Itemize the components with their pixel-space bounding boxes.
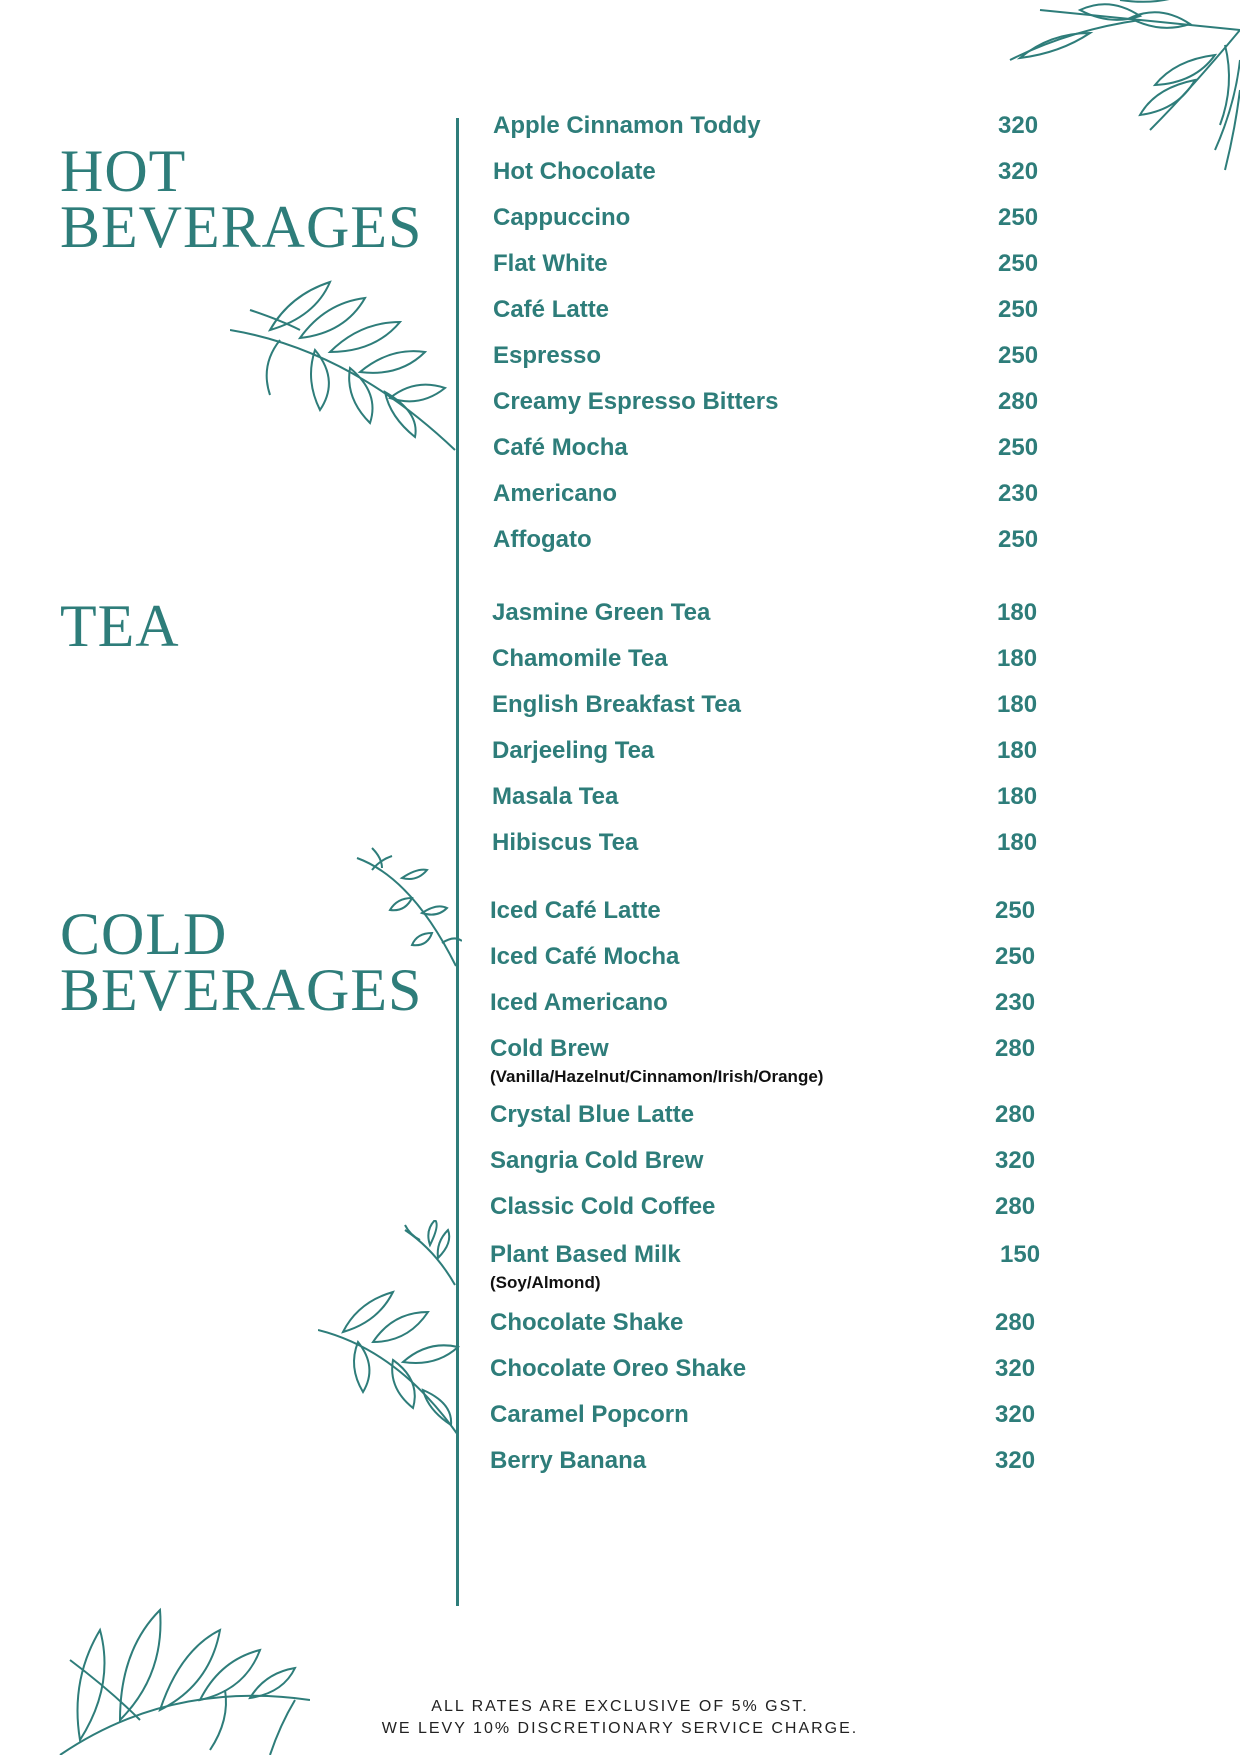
menu-item <box>493 250 1053 296</box>
menu-item-price: 150 <box>1000 1241 1041 1268</box>
menu-item <box>492 599 1052 645</box>
menu-item <box>490 897 1050 943</box>
menu-item <box>493 296 1053 342</box>
menu-item-name: Berry Banana <box>490 1447 647 1474</box>
menu-item-price: 180 <box>997 783 1038 810</box>
menu-item <box>493 388 1053 434</box>
leaf-branch-icon <box>50 1600 310 1755</box>
menu-item-price: 280 <box>995 1101 1036 1128</box>
menu-item-name: Apple Cinnamon Toddy <box>493 112 761 139</box>
menu-item-name: Iced Americano <box>490 989 668 1016</box>
section-title-line: HOT <box>60 138 187 204</box>
menu-item <box>493 342 1053 388</box>
menu-item <box>493 204 1053 250</box>
menu-item-price: 230 <box>998 480 1039 507</box>
menu-item-price: 250 <box>998 250 1039 277</box>
menu-item-name: Café Latte <box>493 296 610 323</box>
menu-item-price: 280 <box>995 1193 1036 1220</box>
menu-item <box>493 526 1053 572</box>
menu-item-name: Masala Tea <box>492 783 619 810</box>
menu-item-name: Caramel Popcorn <box>490 1401 689 1428</box>
menu-item-price: 320 <box>995 1147 1036 1174</box>
menu-item-price: 230 <box>995 989 1036 1016</box>
menu-item-price: 180 <box>997 599 1038 626</box>
menu-item-price: 280 <box>998 388 1039 415</box>
menu-item-price: 250 <box>998 204 1039 231</box>
menu-item-price: 250 <box>998 434 1039 461</box>
menu-item-price: 250 <box>995 943 1036 970</box>
section-title-cold-beverages <box>60 901 423 1023</box>
menu-item <box>493 480 1053 526</box>
leaf-branch-icon <box>318 1290 463 1440</box>
menu-item-name: Crystal Blue Latte <box>490 1101 695 1128</box>
menu-item <box>490 1355 1050 1401</box>
section-title-line: COLD <box>60 901 228 967</box>
menu-item-price: 320 <box>995 1401 1036 1428</box>
menu-item-price: 320 <box>998 112 1039 139</box>
section-title-line: TEA <box>60 593 180 659</box>
menu-item-price: 280 <box>995 1309 1036 1336</box>
menu-item <box>490 1401 1050 1447</box>
vertical-divider <box>456 118 459 1606</box>
footer-note <box>320 1696 920 1740</box>
menu-item-name: Cappuccino <box>493 204 631 231</box>
menu-item-name: English Breakfast Tea <box>492 691 741 718</box>
menu-item <box>490 1447 1050 1493</box>
section-title-line: BEVERAGES <box>60 957 423 1023</box>
menu-item-price: 250 <box>998 342 1039 369</box>
menu-item-price: 180 <box>997 645 1038 672</box>
menu-item-price: 280 <box>995 1035 1036 1062</box>
menu-item <box>493 112 1053 158</box>
menu-item-name: Chocolate Shake <box>490 1309 684 1336</box>
menu-item-price: 320 <box>998 158 1039 185</box>
menu-item <box>493 158 1053 204</box>
menu-item-price: 180 <box>997 829 1038 856</box>
menu-item <box>492 783 1052 829</box>
menu-item <box>490 1147 1050 1193</box>
menu-item-name: Flat White <box>493 250 608 277</box>
menu-item <box>492 645 1052 691</box>
menu-item-name: Hot Chocolate <box>493 158 656 185</box>
menu-item-name: Americano <box>493 480 618 507</box>
menu-item <box>492 737 1052 783</box>
menu-item <box>490 989 1050 1035</box>
menu-item-name: Darjeeling Tea <box>492 737 655 764</box>
menu-item-name: Creamy Espresso Bitters <box>493 388 779 415</box>
menu-item-options: (Soy/Almond) <box>490 1273 601 1292</box>
menu-item-options: (Vanilla/Hazelnut/Cinnamon/Irish/Orange) <box>490 1067 824 1086</box>
leaf-branch-icon <box>230 280 460 455</box>
menu-item-name: Chamomile Tea <box>492 645 668 672</box>
menu-item-name: Iced Café Latte <box>490 897 661 924</box>
menu-item-name: Affogato <box>493 526 592 553</box>
section-title-tea <box>60 593 180 659</box>
footer-line: ALL RATES ARE EXCLUSIVE OF 5% GST. <box>431 1698 809 1715</box>
menu-item-price: 250 <box>995 897 1036 924</box>
menu-item-name: Espresso <box>493 342 602 369</box>
section-title-hot-beverages <box>60 138 423 260</box>
menu-item-name: Iced Café Mocha <box>490 943 680 970</box>
menu-item <box>492 829 1052 875</box>
menu-item <box>492 691 1052 737</box>
menu-item-price: 320 <box>995 1355 1036 1382</box>
menu-item-name: Hibiscus Tea <box>492 829 639 856</box>
menu-item <box>490 1035 1050 1105</box>
menu-item-price: 180 <box>997 737 1038 764</box>
footer-line: WE LEVY 10% DISCRETIONARY SERVICE CHARGE. <box>381 1720 859 1737</box>
menu-item-name: Classic Cold Coffee <box>490 1193 716 1220</box>
leaf-sprig-icon <box>400 1220 460 1290</box>
menu-item-name: Cold Brew <box>490 1035 609 1062</box>
menu-item-name: Chocolate Oreo Shake <box>490 1355 747 1382</box>
menu-item-price: 250 <box>998 296 1039 323</box>
menu-item <box>490 1309 1050 1355</box>
menu-item <box>490 1241 1050 1311</box>
menu-item-price: 250 <box>998 526 1039 553</box>
menu-item <box>490 1193 1050 1239</box>
menu-item-price: 320 <box>995 1447 1036 1474</box>
menu-item-price: 180 <box>997 691 1038 718</box>
menu-item <box>493 434 1053 480</box>
menu-item <box>490 1101 1050 1147</box>
menu-item <box>490 943 1050 989</box>
menu-item-name: Café Mocha <box>493 434 628 461</box>
menu-item-name: Sangria Cold Brew <box>490 1147 704 1174</box>
menu-item-name: Plant Based Milk <box>490 1241 681 1268</box>
section-title-line: BEVERAGES <box>60 194 423 260</box>
menu-item-name: Jasmine Green Tea <box>492 599 711 626</box>
